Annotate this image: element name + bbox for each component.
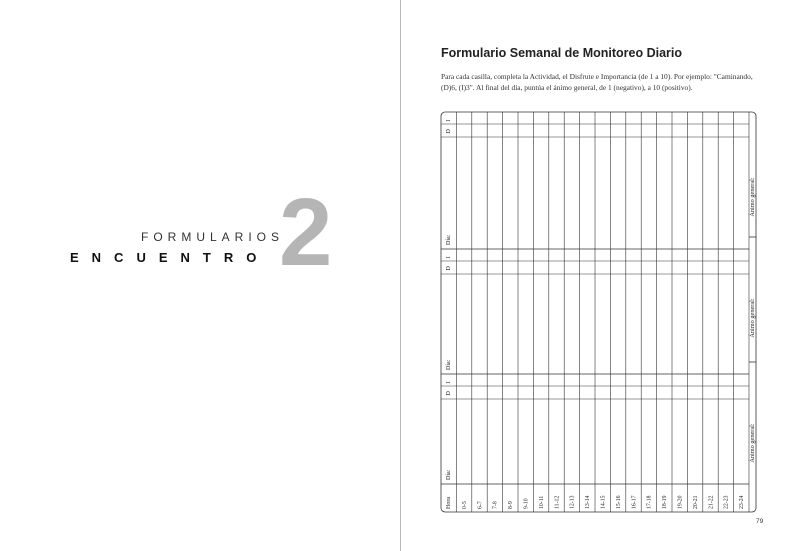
hour-label: 11-12	[554, 495, 561, 509]
i-label: I	[446, 256, 452, 259]
section-number: 2	[279, 179, 333, 286]
hour-label: 21-22	[708, 495, 715, 509]
mood-label: Ánimo general:	[749, 423, 756, 463]
day-label: Día:	[446, 359, 452, 370]
hour-label: 15-16	[615, 495, 622, 509]
hour-label: 18-19	[662, 495, 669, 509]
hour-label: 9-10	[523, 498, 530, 509]
hour-label: 23-24	[739, 495, 746, 509]
page-number: 79	[756, 518, 764, 525]
hour-label: 14-15	[600, 495, 607, 509]
hour-label: 19-20	[677, 495, 684, 509]
mood-label: Ánimo general:	[749, 298, 756, 338]
mood-label: Ánimo general:	[749, 177, 756, 217]
section-title: ENCUENTRO	[70, 250, 270, 265]
d-label: D	[446, 266, 452, 271]
hour-label: 16-17	[631, 495, 638, 509]
hour-label: 20-21	[692, 495, 699, 509]
hour-label: 8-9	[508, 501, 515, 509]
i-label: I	[446, 381, 452, 384]
d-label: D	[446, 391, 452, 396]
hour-label: 0-5	[461, 501, 468, 509]
i-label: I	[446, 119, 452, 122]
hour-label: 12-13	[569, 495, 576, 509]
form-instructions: Para cada casilla, completa la Actividad, el Disfrute e Importancia (de 1 a 10). Por ejemplo: "Caminando, (D)6, (I)3". Al final del día, puntúa el ánimo general, de 1 (negativo), a 10 (positivo).	[441, 72, 753, 92]
hour-label: 22-23	[723, 495, 730, 509]
hour-label: 17-18	[646, 495, 653, 509]
form-title: Formulario Semanal de Monitoreo Diario	[441, 46, 683, 60]
day-label: Día:	[446, 469, 452, 480]
hour-label: 6-7	[477, 501, 484, 509]
hour-label: 10-11	[538, 495, 545, 509]
d-label: D	[446, 129, 452, 134]
hour-label: 13-14	[585, 495, 592, 509]
section-subtitle: FORMULARIOS	[141, 230, 285, 244]
hour-label: 7-8	[492, 501, 499, 509]
form-border	[441, 112, 756, 512]
day-label: Día:	[446, 234, 452, 245]
hour-header: Hora	[446, 497, 452, 509]
